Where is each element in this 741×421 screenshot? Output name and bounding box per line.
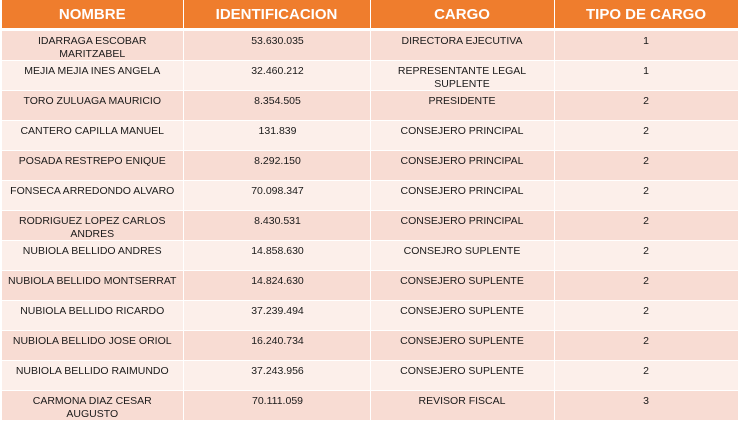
cell-identificacion: 8.292.150 [183, 151, 370, 181]
cell-tipo-de-cargo: 2 [554, 361, 738, 391]
cell-tipo-de-cargo: 2 [554, 211, 738, 241]
cell-identificacion: 53.630.035 [183, 30, 370, 61]
cell-nombre: NUBIOLA BELLIDO RAIMUNDO [2, 361, 183, 391]
cell-identificacion: 16.240.734 [183, 331, 370, 361]
table-row [2, 391, 738, 421]
cell-tipo-de-cargo: 2 [554, 91, 738, 121]
cell-cargo: PRESIDENTE [370, 91, 554, 121]
table-row [2, 271, 738, 301]
cell-cargo: REVISOR FISCAL [370, 391, 554, 421]
cell-identificacion: 8.430.531 [183, 211, 370, 241]
cell-nombre: POSADA RESTREPO ENIQUE [2, 151, 183, 181]
cell-tipo-de-cargo: 2 [554, 121, 738, 151]
cell-tipo-de-cargo: 2 [554, 301, 738, 331]
cell-cargo: CONSEJERO SUPLENTE [370, 271, 554, 301]
cell-cargo: REPRESENTANTE LEGAL SUPLENTE [370, 61, 554, 91]
table-row [2, 361, 738, 391]
cell-identificacion: 32.460.212 [183, 61, 370, 91]
cell-identificacion: 37.243.956 [183, 361, 370, 391]
cell-identificacion: 8.354.505 [183, 91, 370, 121]
cell-identificacion: 14.858.630 [183, 241, 370, 271]
cell-cargo: CONSEJRO SUPLENTE [370, 241, 554, 271]
table-row [2, 91, 738, 121]
cell-nombre: CANTERO CAPILLA MANUEL [2, 121, 183, 151]
cell-tipo-de-cargo: 2 [554, 241, 738, 271]
cell-identificacion: 37.239.494 [183, 301, 370, 331]
header-identificacion: IDENTIFICACION [183, 0, 370, 30]
table-row [2, 211, 738, 241]
cell-tipo-de-cargo: 2 [554, 181, 738, 211]
table-row [2, 181, 738, 211]
table-body [2, 30, 738, 421]
table-row [2, 61, 738, 91]
table-row [2, 121, 738, 151]
header-tipo-de-cargo: TIPO DE CARGO [554, 0, 738, 30]
cell-tipo-de-cargo: 2 [554, 151, 738, 181]
cell-tipo-de-cargo: 3 [554, 391, 738, 421]
cell-cargo: CONSEJERO SUPLENTE [370, 331, 554, 361]
cell-cargo: CONSEJERO PRINCIPAL [370, 121, 554, 151]
cell-nombre: TORO ZULUAGA MAURICIO [2, 91, 183, 121]
cell-nombre: NUBIOLA BELLIDO RICARDO [2, 301, 183, 331]
cell-identificacion: 70.111.059 [183, 391, 370, 421]
cell-nombre: NUBIOLA BELLIDO JOSE ORIOL [2, 331, 183, 361]
cell-tipo-de-cargo: 1 [554, 30, 738, 61]
cell-nombre: RODRIGUEZ LOPEZ CARLOS ANDRES [2, 211, 183, 241]
header-cargo: CARGO [370, 0, 554, 30]
cell-cargo: CONSEJERO SUPLENTE [370, 361, 554, 391]
cell-nombre: FONSECA ARREDONDO ALVARO [2, 181, 183, 211]
cell-cargo: CONSEJERO PRINCIPAL [370, 211, 554, 241]
cell-identificacion: 14.824.630 [183, 271, 370, 301]
cell-tipo-de-cargo: 2 [554, 271, 738, 301]
cell-identificacion: 70.098.347 [183, 181, 370, 211]
cell-nombre: NUBIOLA BELLIDO MONTSERRAT [2, 271, 183, 301]
cell-tipo-de-cargo: 1 [554, 61, 738, 91]
table-row [2, 151, 738, 181]
cell-cargo: DIRECTORA EJECUTIVA [370, 30, 554, 61]
table-row [2, 241, 738, 271]
table-row [2, 30, 738, 61]
header-nombre: NOMBRE [2, 0, 183, 30]
cell-identificacion: 131.839 [183, 121, 370, 151]
cell-nombre: NUBIOLA BELLIDO ANDRES [2, 241, 183, 271]
cell-nombre: CARMONA DIAZ CESAR AUGUSTO [2, 391, 183, 421]
cell-cargo: CONSEJERO SUPLENTE [370, 301, 554, 331]
cell-cargo: CONSEJERO PRINCIPAL [370, 151, 554, 181]
table-header [2, 0, 738, 30]
header-row [2, 0, 738, 30]
cell-tipo-de-cargo: 2 [554, 331, 738, 361]
board-roster-table [2, 0, 739, 421]
table-row [2, 331, 738, 361]
cell-nombre: IDARRAGA ESCOBAR MARITZABEL [2, 30, 183, 61]
cell-cargo: CONSEJERO PRINCIPAL [370, 181, 554, 211]
table-row [2, 301, 738, 331]
cell-nombre: MEJIA MEJIA INES ANGELA [2, 61, 183, 91]
